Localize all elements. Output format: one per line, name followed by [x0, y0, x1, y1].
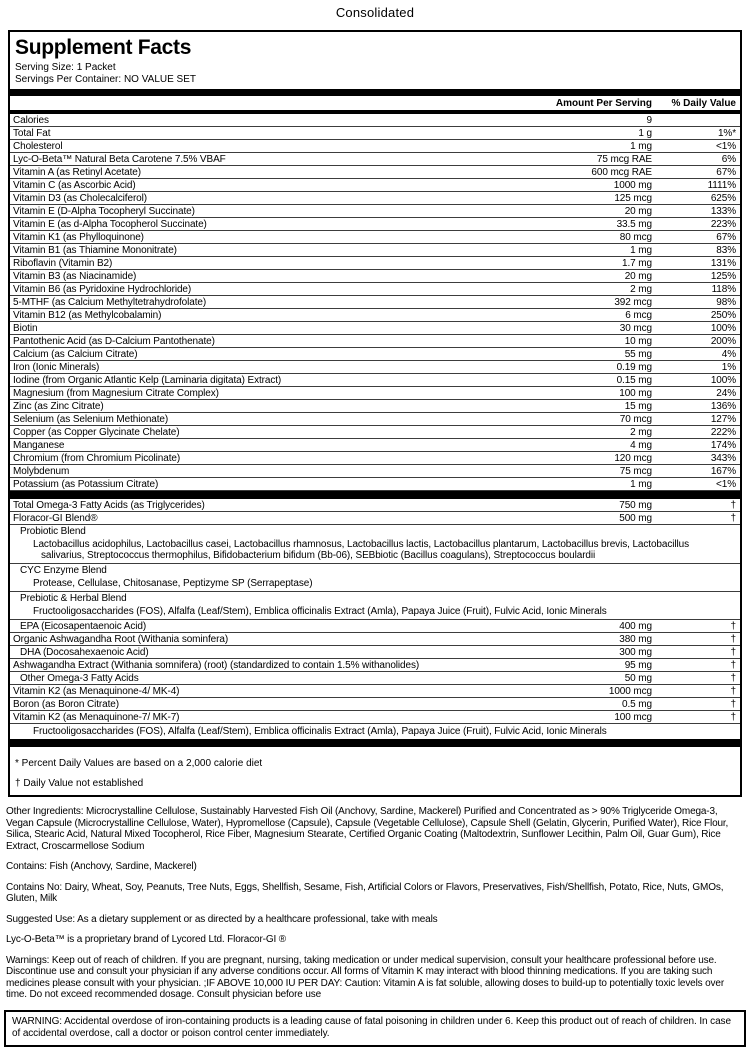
daily-value: 167% [710, 466, 736, 477]
nutrient-label: Calcium (as Calcium Citrate) [13, 349, 138, 360]
nutrient-label: Riboflavin (Vitamin B2) [13, 258, 113, 269]
column-header-amount: Amount Per Serving [555, 98, 652, 109]
amount-value: 70 mcg [619, 414, 652, 425]
daily-value: 24% [716, 388, 736, 399]
daily-value: 250% [710, 310, 736, 321]
daily-value: 133% [710, 206, 736, 217]
warnings-text: Warnings: Keep out of reach of children. If you are pregnant, nursing, taking medication or under medical supervision, consult your healthcare professional before use. Discontinue use and consult your physician if any adverse conditions occur. All forms of Vitamin K may interact with blood thinning medications. If you are taking such medicines please consult with your physician. ;IF ABOVE 10,000 IU PER DAY: Caution: Vitamin A is fat soluble, allowing doses to build-up to potentially toxic levels over time. Do not exceed recommended dosage. Consult physician before use [6, 954, 725, 1000]
table-row [10, 361, 740, 374]
daily-value: 67% [716, 232, 736, 243]
table-row [10, 604, 740, 620]
daily-value: 131% [710, 258, 736, 269]
table-row [10, 711, 740, 724]
amount-value: 1000 mcg [608, 686, 652, 697]
amount-value: 6 mcg [625, 310, 652, 321]
nutrient-label: Calories [13, 115, 49, 126]
daily-value: 625% [710, 193, 736, 204]
nutrient-label: DHA (Docosahexaenoic Acid) [20, 647, 149, 658]
amount-value: 80 mcg [619, 232, 652, 243]
table-row [10, 192, 740, 205]
table-row [10, 672, 740, 685]
amount-value: 1 mg [630, 479, 652, 490]
daily-value: † [730, 712, 736, 723]
daily-value: † [730, 500, 736, 511]
amount-value: 95 mg [624, 660, 652, 671]
nutrient-label: Selenium (as Selenium Methionate) [13, 414, 169, 425]
amount-value: 20 mg [624, 206, 652, 217]
table-row [10, 374, 740, 387]
nutrient-label: Vitamin K2 (as Menaquinone-4/ MK-4) [13, 686, 180, 697]
amount-value: 1000 mg [613, 180, 652, 191]
amount-value: 392 mcg [614, 297, 652, 308]
nutrient-label: Organic Ashwagandha Root (Withania sominfera) [13, 634, 229, 645]
amount-value: 20 mg [624, 271, 652, 282]
table-row [10, 218, 740, 231]
table-row [10, 659, 740, 672]
nutrient-label: Fructooligosaccharides (FOS), Alfalfa (Leaf/Stem), Emblica officinalis Extract (Amla), Papaya Juice (Fruit), Fulvic Acid, Ionic Minerals [33, 726, 607, 737]
daily-value: 136% [710, 401, 736, 412]
table-row [10, 685, 740, 698]
table-row [10, 512, 740, 525]
daily-value: 4% [721, 349, 736, 360]
nutrient-label: Cholesterol [13, 141, 63, 152]
nutrient-label: Vitamin E (as d-Alpha Tocopherol Succinate) [13, 219, 207, 230]
amount-value: 33.5 mg [616, 219, 652, 230]
nutrient-label: Iodine (from Organic Atlantic Kelp (Laminaria digitata) Extract) [13, 375, 282, 386]
amount-value: 1 mg [630, 245, 652, 256]
nutrient-label: Biotin [13, 323, 38, 334]
divider-bar [10, 491, 740, 499]
footnote-dv-not-established: † Daily Value not established [15, 778, 144, 789]
table-row [10, 525, 740, 537]
daily-value: 98% [716, 297, 736, 308]
amount-value [542, 565, 652, 576]
amount-value: 600 mcg RAE [591, 167, 652, 178]
amount-value: 9 [646, 115, 652, 126]
daily-value: 118% [711, 284, 736, 295]
table-row [10, 452, 740, 465]
nutrient-label: Vitamin D3 (as Cholecalciferol) [13, 193, 147, 204]
nutrient-label: Pantothenic Acid (as D-Calcium Pantothenate) [13, 336, 215, 347]
table-row [10, 127, 740, 140]
daily-value: 83% [716, 245, 736, 256]
amount-value: 750 mg [619, 500, 652, 511]
nutrient-label: Chromium (from Chromium Picolinate) [13, 453, 181, 464]
nutrient-label: Other Omega-3 Fatty Acids [20, 673, 139, 684]
table-row [10, 724, 740, 739]
table-row [10, 153, 740, 166]
daily-value: 174% [710, 440, 736, 451]
daily-value: 1111% [707, 180, 736, 191]
table-row [10, 633, 740, 646]
table-row [10, 257, 740, 270]
nutrient-label: 5-MTHF (as Calcium Methyltetrahydrofolate) [13, 297, 207, 308]
nutrient-label: Vitamin A (as Retinyl Acetate) [13, 167, 141, 178]
table-row [10, 646, 740, 659]
servings-per-container: Servings Per Container: NO VALUE SET [15, 74, 196, 85]
nutrient-label: Vitamin C (as Ascorbic Acid) [13, 180, 136, 191]
daily-value: <1% [716, 141, 736, 152]
amount-value: 380 mg [619, 634, 652, 645]
amount-value: 4 mg [630, 440, 652, 451]
divider-bar-top [10, 89, 740, 96]
table-row [10, 179, 740, 192]
table-row [10, 283, 740, 296]
amount-value: 10 mg [624, 336, 652, 347]
daily-value: † [730, 686, 736, 697]
contains-no-text: Contains No: Dairy, Wheat, Soy, Peanuts, Tree Nuts, Eggs, Shellfish, Sesame, Fish, Artificial Colors or Flavors, Preservatives, Fish/Shellfish, Potato, Rice, Nuts, GMOs, Gluten, Milk [6, 881, 724, 904]
table-row [10, 296, 740, 309]
table-row [10, 140, 740, 153]
table-row [10, 426, 740, 439]
nutrient-label: Boron (as Boron Citrate) [13, 699, 119, 710]
amount-value: 300 mg [619, 647, 652, 658]
nutrient-label: Iron (Ionic Minerals) [13, 362, 100, 373]
table-row [10, 114, 740, 127]
table-row [10, 478, 740, 491]
amount-value: 100 mcg [614, 712, 652, 723]
nutrient-label: Magnesium (from Magnesium Citrate Complex) [13, 388, 219, 399]
table-row [10, 576, 740, 592]
nutrient-label: Ashwagandha Extract (Withania somnifera) (root) (standardized to contain 1.5% withanolides) [13, 660, 420, 671]
amount-value: 125 mcg [614, 193, 652, 204]
nutrient-label: Total Omega-3 Fatty Acids (as Triglycerides) [13, 500, 205, 511]
daily-value: 200% [710, 336, 736, 347]
daily-value: 1% [721, 362, 736, 373]
daily-value: 6% [721, 154, 736, 165]
amount-value: 75 mcg [619, 466, 652, 477]
daily-value: 343% [710, 453, 736, 464]
table-row [10, 270, 740, 283]
label-footer-text [0, 806, 750, 1001]
contains-text: Contains: Fish (Anchovy, Sardine, Mackerel) [6, 861, 197, 872]
nutrient-label: Copper (as Copper Glycinate Chelate) [13, 427, 180, 438]
daily-value [652, 526, 736, 537]
column-header-daily-value: % Daily Value [671, 98, 736, 109]
table-row [10, 698, 740, 711]
nutrient-label: Vitamin K1 (as Phylloquinone) [13, 232, 144, 243]
amount-value [542, 593, 652, 604]
table-row [10, 322, 740, 335]
daily-value: † [730, 699, 736, 710]
daily-value: † [730, 513, 736, 524]
nutrient-label: CYC Enzyme Blend [20, 565, 107, 576]
nutrient-label: Protease, Cellulase, Chitosanase, Peptizyme SP (Serrapeptase) [33, 578, 313, 589]
amount-value: 120 mcg [614, 453, 652, 464]
nutrient-label: Prebiotic & Herbal Blend [20, 593, 127, 604]
table-row [10, 465, 740, 478]
daily-value: † [730, 634, 736, 645]
footnote-daily-values: * Percent Daily Values are based on a 2,000 calorie diet [15, 758, 263, 769]
amount-value: 400 mg [619, 621, 652, 632]
amount-value: 1.7 mg [622, 258, 652, 269]
table-row [10, 205, 740, 218]
amount-value: 500 mg [619, 513, 652, 524]
nutrient-label: Lactobacillus acidophilus, Lactobacillus casei, Lactobacillus rhamnosus, Lactobacillus lactis, Lactobacillus plantarum, Lactobacillus brevis, Lactobacillus salivarius, Streptococcus thermophilus, Bifidobacterium bifidum (Bb-06), SEBbiotic (Bacillus coagulans), Streptococcus boulardii [33, 539, 689, 561]
amount-value: 1 g [638, 128, 652, 139]
iron-warning-box: WARNING: Accidental overdose of iron-containing products is a leading cause of fatal poisoning in children under 6. Keep this product out of reach of children. In case of accidental overdose, call a doctor or poison control center immediately. [4, 1010, 746, 1047]
amount-value: 0.15 mg [616, 375, 652, 386]
nutrient-label: Vitamin B12 (as Methylcobalamin) [13, 310, 162, 321]
table-row [10, 387, 740, 400]
nutrient-label: Manganese [13, 440, 65, 451]
table-row [10, 244, 740, 257]
amount-value: 30 mcg [619, 323, 652, 334]
amount-value: 0.19 mg [616, 362, 652, 373]
nutrient-label: Lyc-O-Beta™ Natural Beta Carotene 7.5% VBAF [13, 154, 226, 165]
column-header-row [10, 96, 740, 110]
nutrient-label: Probiotic Blend [20, 526, 86, 537]
daily-value: 127% [710, 414, 736, 425]
nutrient-label: Fructooligosaccharides (FOS), Alfalfa (Leaf/Stem), Emblica officinalis Extract (Amla), Papaya Juice (Fruit), Fulvic Acid, Ionic Minerals [33, 606, 607, 617]
table-row [10, 537, 740, 564]
daily-value: <1% [716, 479, 736, 490]
daily-value: 1%* [717, 128, 736, 139]
table-row [10, 592, 740, 604]
supplement-facts-heading: Supplement Facts [15, 36, 192, 59]
table-row [10, 348, 740, 361]
other-ingredients-text: Other Ingredients: Microcrystalline Cellulose, Sustainably Harvested Fish Oil (Anchovy, Sardine, Mackerel) Purified and Concentrated as > 90% Triglyceride Omega-3, Vegan Capsule (Microcrystalline Cellulose, Water), Hypromellose (Capsule), Capsule (Vegetable Cellulose), Capsule Shell (Gelatin, Glycerin, Purified Water), Rice Flour, Silica, Stearic Acid, Natural Mixed Tocopherol, Rice Fiber, Magnesium Stearate, Certified Organic Coating (Maltodextrin, Sunflower Lecithin, Palm Oil, Guar Gum), Rice Extract, Croscarmellose Sodium [6, 806, 729, 852]
daily-value: † [730, 647, 736, 658]
nutrient-label: Molybdenum [13, 466, 70, 477]
suggested-use-text: Suggested Use: As a dietary supplement or as directed by a healthcare professional, take with meals [6, 913, 438, 925]
serving-size: Serving Size: 1 Packet [15, 62, 116, 73]
amount-value: 2 mg [630, 427, 652, 438]
nutrient-table [10, 114, 740, 747]
nutrient-label: Vitamin K2 (as Menaquinone-7/ MK-7) [13, 712, 180, 723]
nutrient-label: Vitamin B3 (as Niacinamide) [13, 271, 137, 282]
daily-value: † [730, 621, 736, 632]
table-row [10, 335, 740, 348]
table-row [10, 413, 740, 426]
table-row [10, 231, 740, 244]
nutrient-label: Vitamin B6 (as Pyridoxine Hydrochloride) [13, 284, 192, 295]
nutrient-label: Vitamin B1 (as Thiamine Mononitrate) [13, 245, 177, 256]
daily-value: 125% [710, 271, 736, 282]
daily-value: 100% [710, 375, 736, 386]
supplement-facts-panel [8, 30, 742, 797]
table-row [10, 620, 740, 633]
page-title: Consolidated [335, 5, 415, 20]
nutrient-label: Potassium (as Potassium Citrate) [13, 479, 159, 490]
table-row [10, 439, 740, 452]
daily-value: 223% [710, 219, 736, 230]
daily-value: 67% [716, 167, 736, 178]
table-row [10, 400, 740, 413]
nutrient-label: Total Fat [13, 128, 51, 139]
nutrient-label: Vitamin E (D-Alpha Tocopheryl Succinate) [13, 206, 195, 217]
daily-value [652, 115, 736, 126]
amount-value: 0.5 mg [622, 699, 652, 710]
table-row [10, 166, 740, 179]
daily-value [652, 565, 736, 576]
amount-value: 100 mg [619, 388, 652, 399]
amount-value: 1 mg [630, 141, 652, 152]
amount-value: 55 mg [624, 349, 652, 360]
nutrient-label: EPA (Eicosapentaenoic Acid) [20, 621, 147, 632]
daily-value [652, 593, 736, 604]
daily-value: 222% [710, 427, 736, 438]
daily-value: † [730, 660, 736, 671]
amount-value [542, 526, 652, 537]
nutrient-label: Zinc (as Zinc Citrate) [13, 401, 104, 412]
amount-value: 15 mg [624, 401, 652, 412]
table-row [10, 309, 740, 322]
amount-value: 75 mcg RAE [596, 154, 652, 165]
table-row [10, 564, 740, 576]
divider-bar [10, 739, 740, 747]
trademark-text: Lyc-O-Beta™ is a proprietary brand of Lycored Ltd. Floracor-GI ® [6, 934, 286, 945]
daily-value: 100% [710, 323, 736, 334]
amount-value: 2 mg [630, 284, 652, 295]
daily-value: † [730, 673, 736, 684]
nutrient-label: Floracor-GI Blend® [13, 513, 98, 524]
amount-value: 50 mg [624, 673, 652, 684]
table-row [10, 499, 740, 512]
